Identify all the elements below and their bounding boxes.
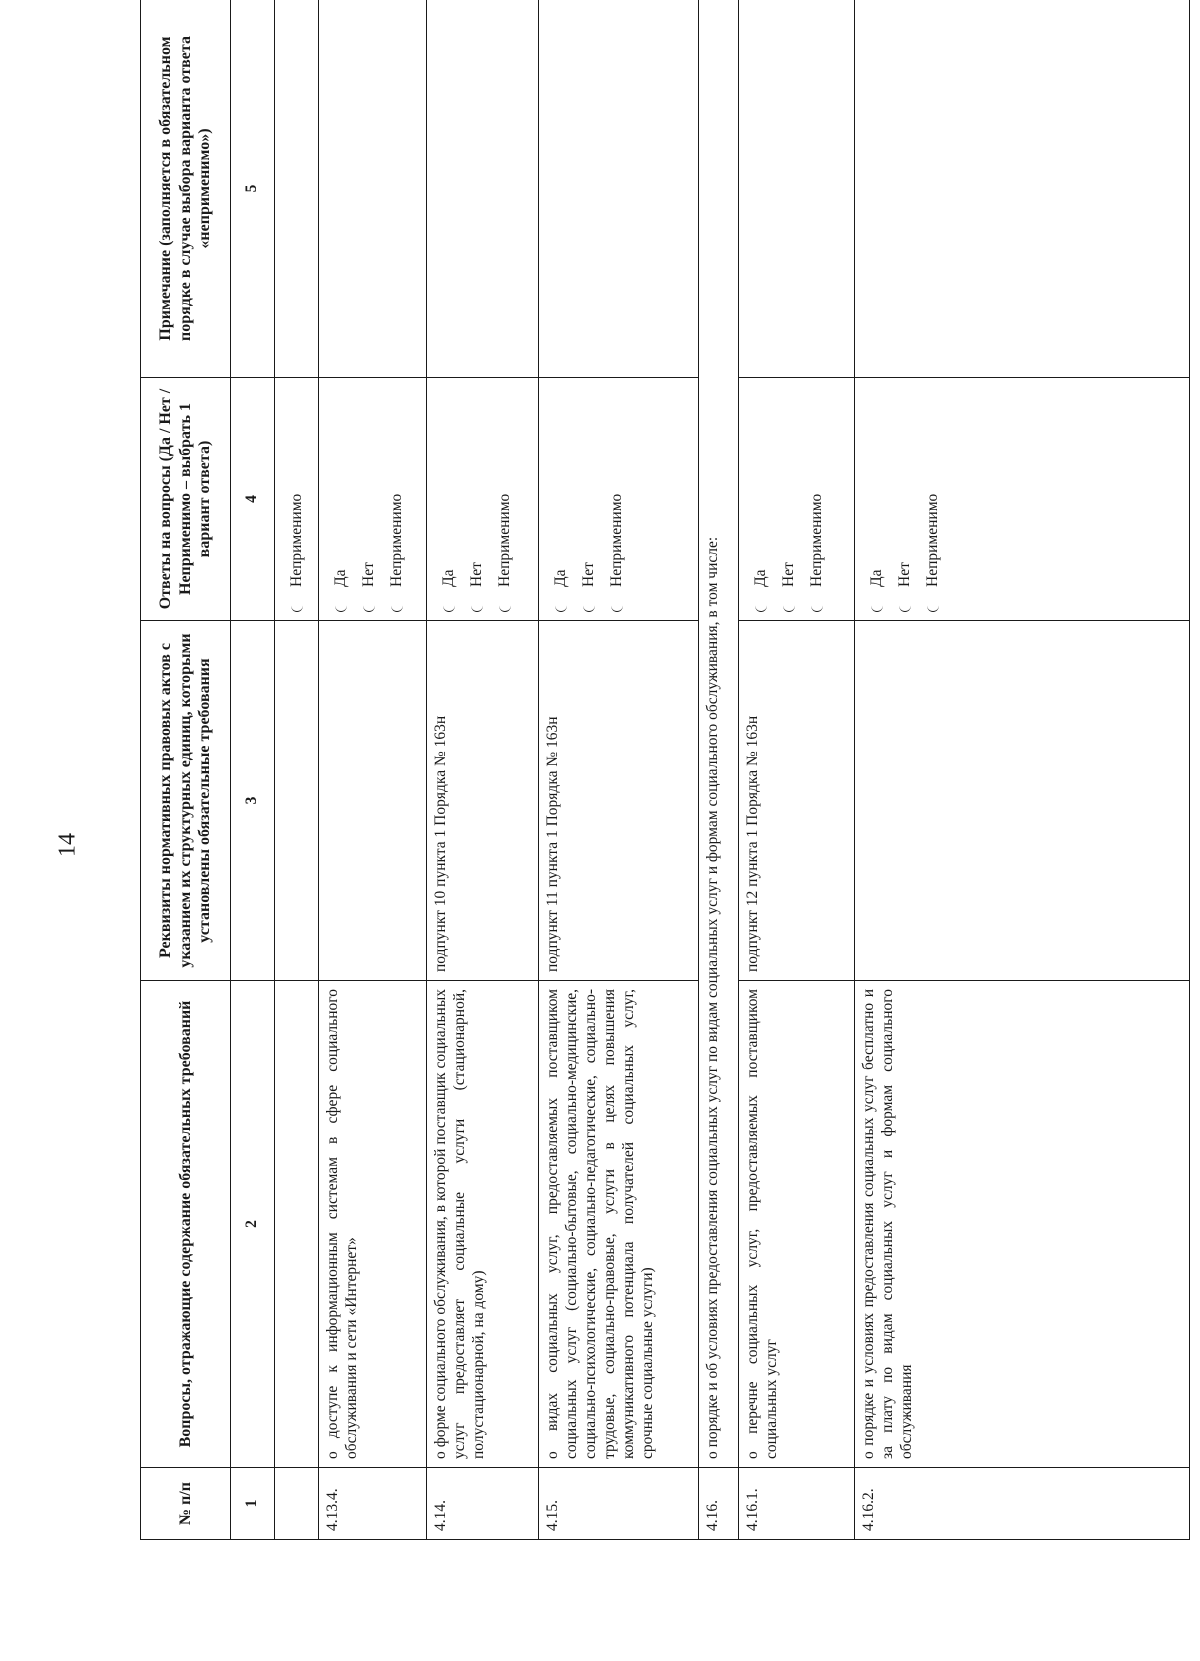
- row-number: 4.16.: [699, 1468, 739, 1540]
- page-number: 14: [54, 833, 81, 857]
- row-question: о форме социального обслуживания, в которой поставщик социальных услуг предоставляет социальные услуги (стационарной, полустационарной, на дому): [427, 981, 539, 1468]
- answer-options: [275, 378, 319, 621]
- row-note[interactable]: [739, 0, 855, 378]
- row-question: о порядке и условиях предоставления социальных услуг бесплатно и за плату по видам социальных услуг и формам социального обслуживания: [855, 981, 1190, 1468]
- radio-icon[interactable]: [811, 599, 823, 612]
- header-note: Примечание (заполняется в обязательном порядке в случае выбора варианта ответа «неприменимо»): [141, 0, 231, 378]
- row-requisite: подпункт 10 пункта 1 Порядка № 163н: [427, 621, 539, 981]
- table-row-4-16-2: [855, 0, 1190, 1540]
- header-answer: Ответы на вопросы (Да / Нет / Неприменимо – выбрать 1 вариант ответа): [141, 378, 231, 621]
- radio-icon[interactable]: [291, 599, 303, 612]
- header-number: № п/п: [141, 1468, 231, 1540]
- radio-icon[interactable]: [443, 599, 455, 612]
- index-1: 1: [231, 1468, 275, 1540]
- option-yes[interactable]: Да: [863, 386, 891, 612]
- option-na[interactable]: Неприменимо: [383, 386, 411, 612]
- requirements-table: [140, 0, 1190, 1540]
- option-no[interactable]: Нет: [891, 386, 919, 612]
- answer-options: [539, 378, 699, 621]
- radio-icon[interactable]: [871, 599, 883, 612]
- index-4: 4: [231, 378, 275, 621]
- row-number: 4.16.1.: [739, 1468, 855, 1540]
- radio-icon[interactable]: [783, 599, 795, 612]
- row-number: 4.15.: [539, 1468, 699, 1540]
- row-note[interactable]: [319, 0, 427, 378]
- radio-icon[interactable]: [391, 599, 403, 612]
- row-requisite: [275, 621, 319, 981]
- option-na[interactable]: Неприменимо: [919, 386, 947, 612]
- radio-icon[interactable]: [471, 599, 483, 612]
- row-number: 4.14.: [427, 1468, 539, 1540]
- header-requisite: Реквизиты нормативных правовых актов с указанием их структурных единиц, которыми установлены обязательные требования: [141, 621, 231, 981]
- option-yes[interactable]: Да: [547, 386, 575, 612]
- option-yes[interactable]: Да: [747, 386, 775, 612]
- row-question: [275, 981, 319, 1468]
- row-question: о перечне социальных услуг, предоставляемых поставщиком социальных услуг: [739, 981, 855, 1468]
- row-note[interactable]: [427, 0, 539, 378]
- row-requisite: [855, 621, 1190, 981]
- row-requisite: подпункт 12 пункта 1 Порядка № 163н: [739, 621, 855, 981]
- option-no[interactable]: Нет: [775, 386, 803, 612]
- row-note[interactable]: [539, 0, 699, 378]
- radio-icon[interactable]: [899, 599, 911, 612]
- option-yes[interactable]: Да: [327, 386, 355, 612]
- option-no[interactable]: Нет: [355, 386, 383, 612]
- rotated-table-container: [140, 0, 1190, 1540]
- table-row-4-16-1: [739, 0, 855, 1540]
- row-note[interactable]: [275, 0, 319, 378]
- radio-icon[interactable]: [927, 599, 939, 612]
- row-number: 4.16.2.: [855, 1468, 1190, 1540]
- row-note[interactable]: [855, 0, 1190, 378]
- table-row-4-14: [427, 0, 539, 1540]
- header-question: Вопросы, отражающие содержание обязательных требований: [141, 981, 231, 1468]
- answer-options: [427, 378, 539, 621]
- radio-icon[interactable]: [755, 599, 767, 612]
- row-requisite: подпункт 11 пункта 1 Порядка № 163н: [539, 621, 699, 981]
- radio-icon[interactable]: [499, 599, 511, 612]
- radio-icon[interactable]: [335, 599, 347, 612]
- row-question: о видах социальных услуг, предоставляемых поставщиком социальных услуг (социально-бытовые, социально-медицинские, социально-психологические, социально-педагогические, социально-трудовые, социально-правовые, услуги в целях повышения коммуникативного потенциала получателей социальных услуг, срочные социальные услуги): [539, 981, 699, 1468]
- header-row: [141, 0, 231, 1540]
- table-row-4-13-4: [319, 0, 427, 1540]
- radio-icon[interactable]: [363, 599, 375, 612]
- option-na[interactable]: Неприменимо: [603, 386, 631, 612]
- row-question: о доступе к информационным системам в сфере социального обслуживания и сети «Интернет»: [319, 981, 427, 1468]
- table-row-4-16: [699, 0, 739, 1540]
- radio-icon[interactable]: [611, 599, 623, 612]
- option-no[interactable]: Нет: [575, 386, 603, 612]
- table-row-continuation: [275, 0, 319, 1540]
- answer-options: [739, 378, 855, 621]
- radio-icon[interactable]: [555, 599, 567, 612]
- index-3: 3: [231, 621, 275, 981]
- row-question-span: о порядке и об условиях предоставления социальных услуг по видам социальных услуг и формам социального обслуживания, в том числе:: [699, 0, 739, 1468]
- option-no[interactable]: Нет: [463, 386, 491, 612]
- option-yes[interactable]: Да: [435, 386, 463, 612]
- answer-options: [855, 378, 1190, 621]
- row-number: 4.13.4.: [319, 1468, 427, 1540]
- index-row: [231, 0, 275, 1540]
- radio-icon[interactable]: [583, 599, 595, 612]
- index-2: 2: [231, 981, 275, 1468]
- row-number: [275, 1468, 319, 1540]
- option-na[interactable]: Неприменимо: [283, 386, 311, 612]
- option-na[interactable]: Неприменимо: [491, 386, 519, 612]
- table-row-4-15: [539, 0, 699, 1540]
- row-requisite: [319, 621, 427, 981]
- option-na[interactable]: Неприменимо: [803, 386, 831, 612]
- index-5: 5: [231, 0, 275, 378]
- answer-options: [319, 378, 427, 621]
